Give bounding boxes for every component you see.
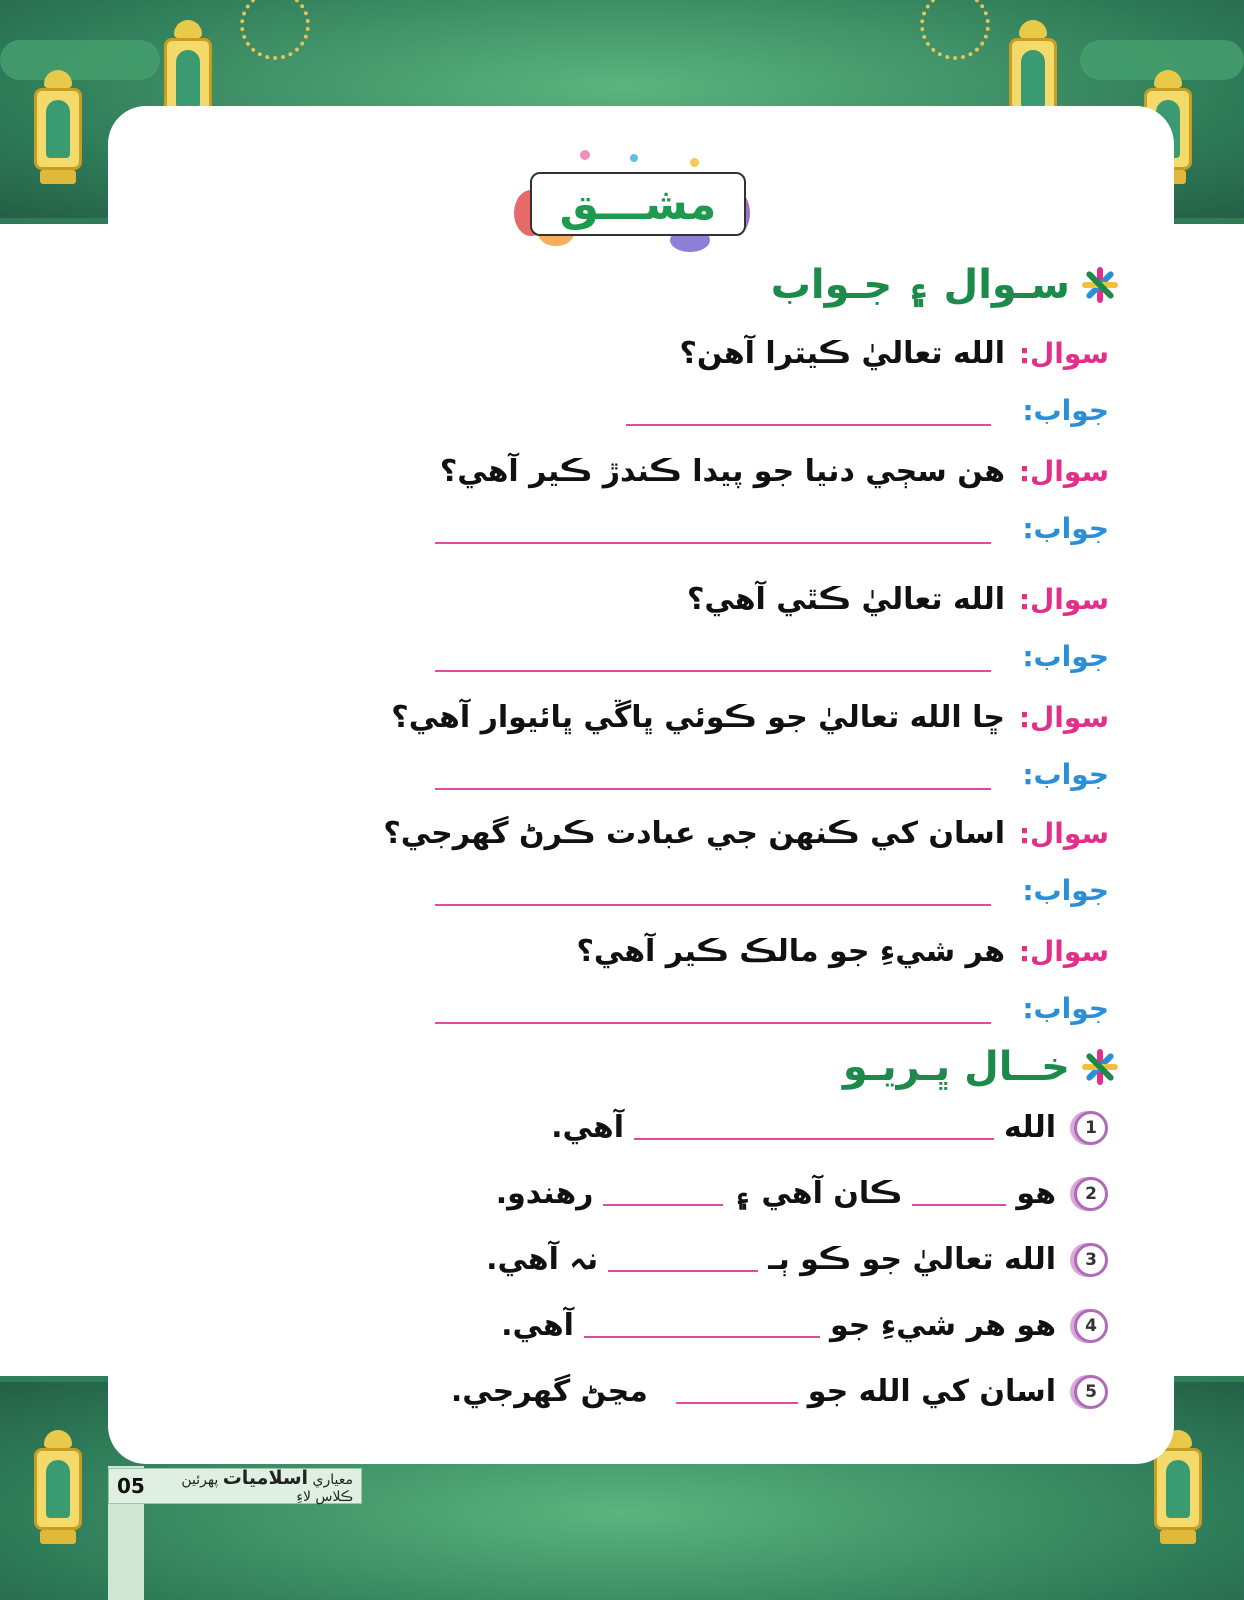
fill-text: مڃڻ گهرجي. <box>450 1374 648 1409</box>
question-label: سوال: <box>1018 455 1109 488</box>
answer-line[interactable] <box>435 786 991 790</box>
exercise-title: مشـــق <box>559 178 717 230</box>
exercise-title-box <box>530 172 746 236</box>
answer-label: جواب: <box>1022 394 1109 427</box>
question-label: سوال: <box>1018 935 1109 968</box>
footer-book: اسلاميات <box>222 1467 309 1489</box>
question-text: هر شيءِ جو مالڪ ڪير آهي؟ <box>576 934 1005 969</box>
blank-line[interactable] <box>584 1334 820 1338</box>
blank-line[interactable] <box>676 1400 798 1404</box>
item-number: 5 <box>1074 1375 1108 1409</box>
footer-suffix: پهرئين ڪلاس لاءِ <box>181 1472 353 1505</box>
fill-text: اسان کي الله جو <box>807 1374 1056 1409</box>
answer-line[interactable] <box>626 422 991 426</box>
blank-line[interactable] <box>634 1136 994 1140</box>
item-number: 1 <box>1074 1111 1108 1145</box>
answer-label: جواب: <box>1022 992 1109 1025</box>
fill-text: هو هر شيءِ جو <box>829 1308 1056 1343</box>
fill-row <box>451 1374 1108 1409</box>
answer-label: جواب: <box>1022 874 1109 907</box>
fill-text: نہ آهي. <box>486 1242 599 1277</box>
answer-line[interactable] <box>435 1020 991 1024</box>
blank-line[interactable] <box>912 1202 1006 1206</box>
fill-row <box>486 1242 1108 1277</box>
fill-text: الله تعاليٰ جو ڪو ٻـ <box>768 1242 1056 1277</box>
question-row <box>383 816 1109 851</box>
footer-bar <box>108 1468 362 1504</box>
answer-label: جواب: <box>1022 512 1109 545</box>
answer-row <box>435 758 1109 791</box>
footer-prefix: معياري <box>312 1472 353 1488</box>
fill-row <box>551 1110 1108 1145</box>
blank-line[interactable] <box>603 1202 723 1206</box>
fill-text: ڪان آهي ۽ <box>733 1176 903 1211</box>
question-label: سوال: <box>1018 817 1109 850</box>
question-row <box>577 934 1110 969</box>
answer-row <box>435 512 1109 545</box>
fill-section-heading <box>843 1044 1120 1090</box>
qa-section-title: سـوال ۽ جـواب <box>770 262 1070 308</box>
answer-row <box>435 874 1109 907</box>
fill-text: الله <box>1004 1110 1056 1145</box>
item-number: 4 <box>1074 1309 1108 1343</box>
answer-label: جواب: <box>1022 640 1109 673</box>
fill-row <box>501 1308 1108 1343</box>
question-label: سوال: <box>1018 337 1109 370</box>
fill-section-title: خــال ڀـريـو <box>842 1044 1070 1090</box>
answer-line[interactable] <box>435 668 991 672</box>
question-row <box>679 336 1109 371</box>
fill-text: آهي. <box>501 1308 574 1343</box>
fill-row <box>496 1176 1108 1211</box>
question-row <box>440 454 1109 489</box>
answer-line[interactable] <box>435 540 991 544</box>
blank-line[interactable] <box>608 1268 758 1272</box>
item-number: 3 <box>1074 1243 1108 1277</box>
lantern-icon <box>30 70 86 190</box>
book-title <box>145 1467 353 1505</box>
item-number: 2 <box>1074 1177 1108 1211</box>
answer-row <box>626 394 1109 427</box>
fill-text: رهندو. <box>495 1176 594 1211</box>
question-text: الله تعاليٰ ڪيترا آهن؟ <box>679 336 1005 371</box>
flower-icon <box>1080 265 1120 305</box>
page-number: 05 <box>117 1474 145 1498</box>
lantern-icon <box>30 1430 86 1550</box>
question-label: سوال: <box>1018 701 1109 734</box>
question-text: اسان کي ڪنهن جي عبادت ڪرڻ گهرجي؟ <box>383 816 1005 851</box>
question-row <box>391 700 1109 735</box>
answer-row <box>435 640 1109 673</box>
fill-text: آهي. <box>551 1110 624 1145</box>
answer-label: جواب: <box>1022 758 1109 791</box>
qa-section-heading <box>771 262 1120 308</box>
question-text: الله تعاليٰ ڪٿي آهي؟ <box>686 582 1005 617</box>
fill-text: هو <box>1016 1176 1056 1211</box>
exercise-title-badge <box>520 150 760 260</box>
answer-row <box>435 992 1109 1025</box>
question-row <box>687 582 1109 617</box>
flower-icon <box>1080 1047 1120 1087</box>
answer-line[interactable] <box>435 902 991 906</box>
question-text: هن سڄي دنيا جو پيدا ڪندڙ ڪير آهي؟ <box>439 454 1005 489</box>
question-label: سوال: <box>1018 583 1109 616</box>
question-text: ڇا الله تعاليٰ جو ڪوئي ڀاڱي ڀائيوار آهي؟ <box>391 700 1005 735</box>
